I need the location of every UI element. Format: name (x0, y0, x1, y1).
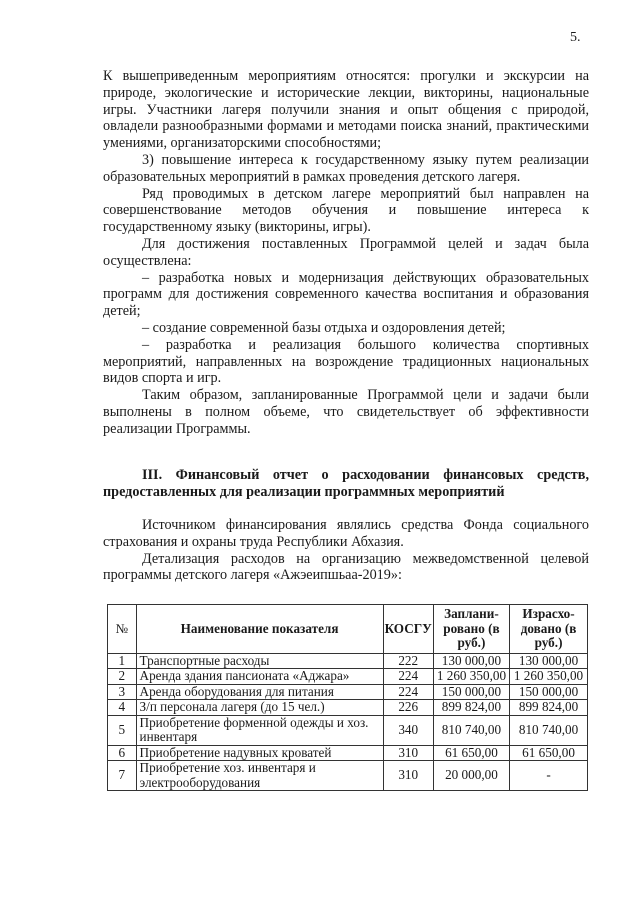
cell-spent: 130 000,00 (510, 654, 588, 669)
header-planned: Заплани-рованo (в руб.) (433, 605, 509, 654)
table-row (108, 715, 588, 745)
cell-spent: - (510, 761, 588, 791)
cell-planned: 20 000,00 (433, 761, 509, 791)
cell-name: З/п персонала лагеря (до 15 чел.) (136, 700, 383, 715)
cell-kosgu: 310 (383, 745, 433, 760)
paragraph: Для достижения поставленных Программой целей и задач была осуществлена: (103, 235, 589, 269)
cell-name: Приобретение хоз. инвентаря и электрооборудования (136, 761, 383, 791)
cell-planned: 61 650,00 (433, 745, 509, 760)
cell-num: 3 (108, 684, 137, 699)
section-heading: III. Финансовый отчет о расходовании финансовых средств, предоставленных для реализации программных мероприятий (103, 467, 589, 500)
cell-name: Аренда здания пансионата «Аджара» (136, 669, 383, 684)
cell-planned: 150 000,00 (433, 684, 509, 699)
header-spent: Израсхо-довано (в руб.) (510, 605, 588, 654)
cell-name: Приобретение форменной одежды и хоз. инвентаря (136, 715, 383, 745)
cell-num: 4 (108, 700, 137, 715)
cell-num: 5 (108, 715, 137, 745)
table-row (108, 700, 588, 715)
cell-kosgu: 222 (383, 654, 433, 669)
header-num: № (108, 605, 137, 654)
cell-planned: 130 000,00 (433, 654, 509, 669)
table-row (108, 684, 588, 699)
section-body (103, 517, 589, 584)
header-kosgu: КОСГУ (383, 605, 433, 654)
cell-kosgu: 340 (383, 715, 433, 745)
paragraph: К вышеприведенным мероприятиям относятся: прогулки и экскурсии на природе, экологические и исторические лекции, викторины, национальные игры. Участники лагеря получили знания и опыт общения с природой, овладели разнообразными формами и методами поиска знаний, практическими умениями, организаторскими способностями; (103, 68, 589, 152)
table-row (108, 761, 588, 791)
paragraph: Ряд проводимых в детском лагере мероприятий был направлен на совершенствование методов обучения и повышение интереса к государственному языку (викторины, игры). (103, 185, 589, 236)
cell-planned: 1 260 350,00 (433, 669, 509, 684)
paragraph: 3) повышение интереса к государственному языку путем реализации образовательных мероприятий в рамках проведения детского лагеря. (103, 151, 589, 185)
list-item: – разработка новых и модернизация действующих образовательных программ для достижения современного качества воспитания и образования детей; (103, 269, 589, 320)
list-item: – создание современной базы отдыха и оздоровления детей; (142, 319, 506, 336)
table-row (108, 654, 588, 669)
cell-spent: 1 260 350,00 (510, 669, 588, 684)
paragraph: Источником финансирования являлись средства Фонда социального страхования и охраны труда Республики Абхазия. (103, 517, 589, 550)
section-heading-block (103, 467, 589, 501)
cell-num: 1 (108, 654, 137, 669)
cell-num: 2 (108, 669, 137, 684)
cell-name: Транспортные расходы (136, 654, 383, 669)
paragraph: Таким образом, запланированные Программой цели и задачи были выполнены в полном объеме, что свидетельствует об эффективности реализации Программы. (103, 387, 589, 437)
cell-kosgu: 224 (383, 669, 433, 684)
table-row (108, 669, 588, 684)
cell-spent: 810 740,00 (510, 715, 588, 745)
paragraph: Детализация расходов на организацию межведомственной целевой программы детского лагеря «Ажэеипшьаа-2019»: (103, 550, 589, 584)
cell-num: 6 (108, 745, 137, 760)
cell-planned: 810 740,00 (433, 715, 509, 745)
cell-planned: 899 824,00 (433, 700, 509, 715)
cell-name: Аренда оборудования для питания (136, 684, 383, 699)
cell-spent: 61 650,00 (510, 745, 588, 760)
page-number: 5. (570, 30, 581, 45)
cell-name: Приобретение надувных кроватей (136, 745, 383, 760)
body-text (103, 68, 589, 438)
expense-table (107, 604, 588, 791)
cell-kosgu: 226 (383, 700, 433, 715)
table-row (108, 745, 588, 760)
cell-kosgu: 224 (383, 684, 433, 699)
header-name: Наименование показателя (136, 605, 383, 654)
cell-kosgu: 310 (383, 761, 433, 791)
list-item: – разработка и реализация большого количества спортивных мероприятий, направленных на возрождение традиционных национальных видов спорта и игр. (103, 336, 589, 387)
table-header-row (108, 605, 588, 654)
cell-spent: 899 824,00 (510, 700, 588, 715)
cell-spent: 150 000,00 (510, 684, 588, 699)
cell-num: 7 (108, 761, 137, 791)
